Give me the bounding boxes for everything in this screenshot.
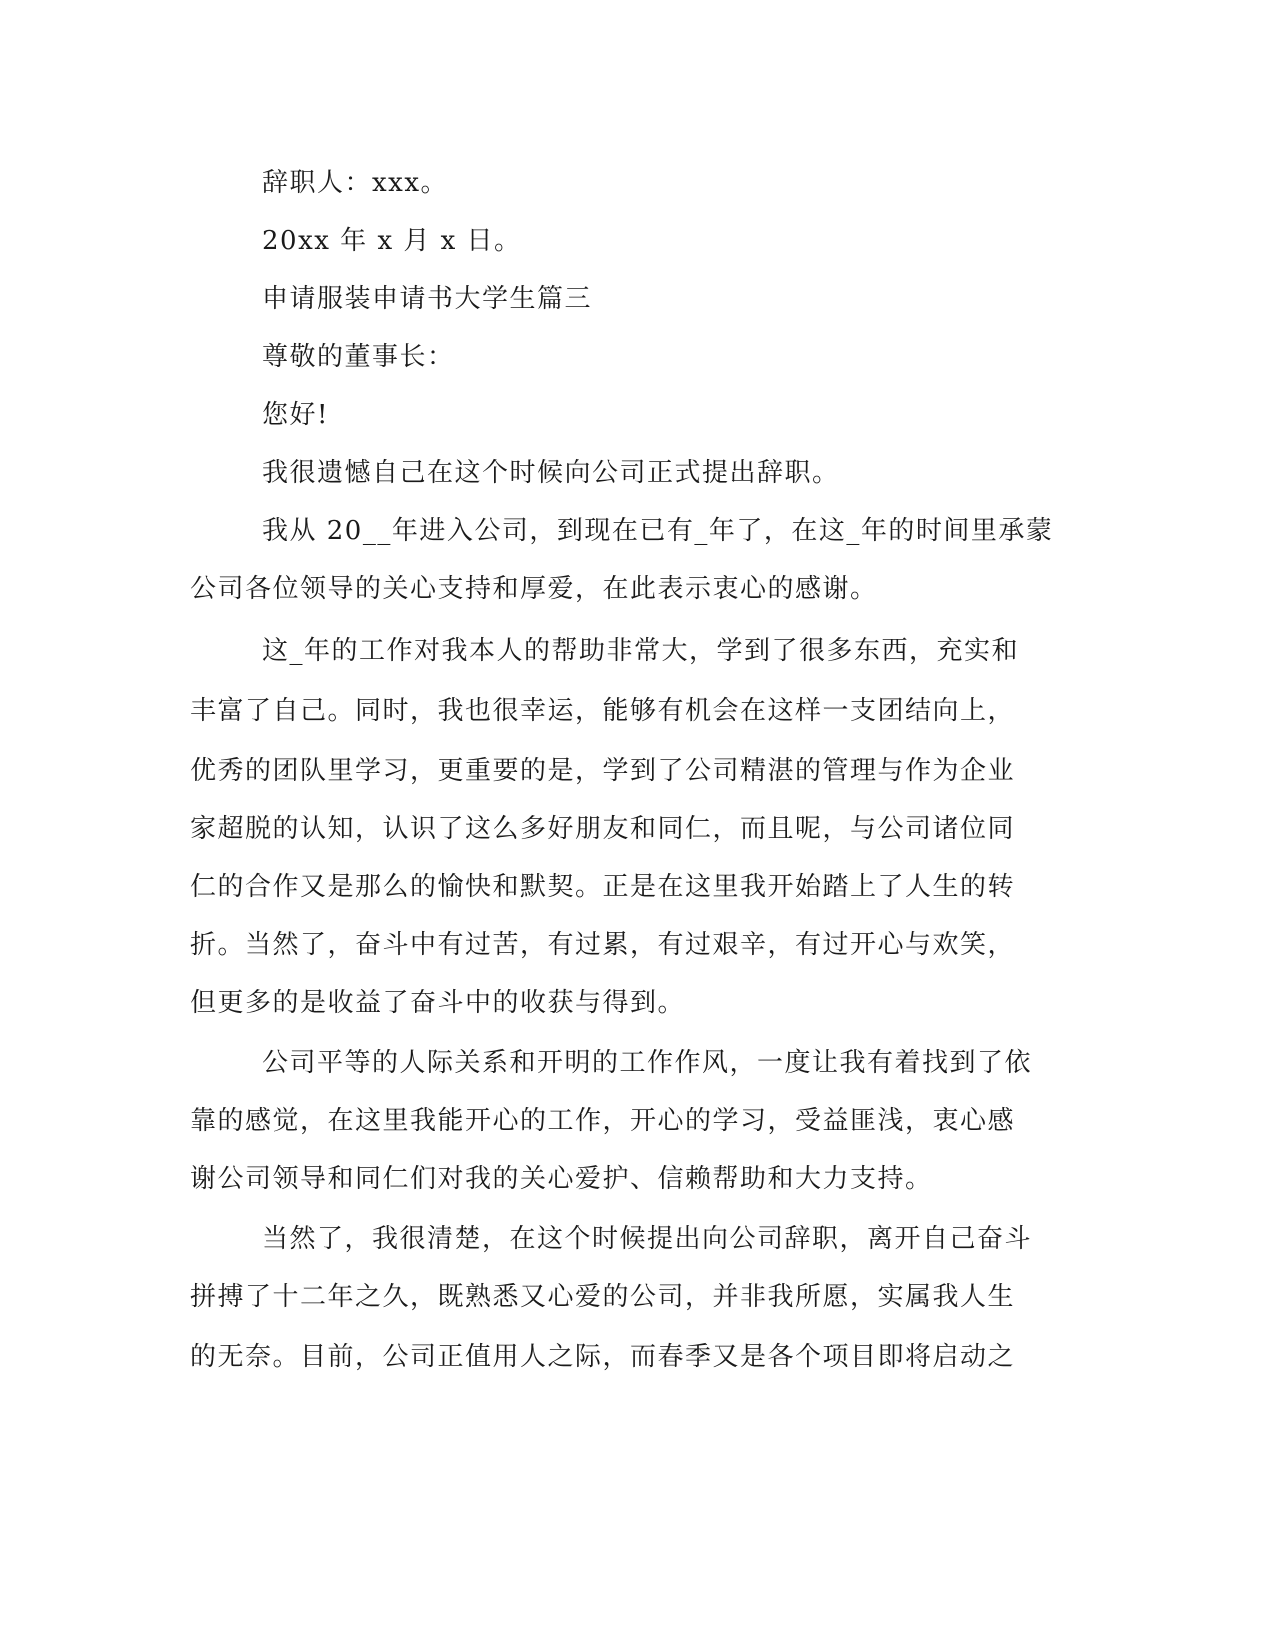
paragraph-line: 仁的合作又是那么的愉快和默契。正是在这里我开始踏上了人生的转 bbox=[190, 872, 1016, 902]
paragraph-line: 折。当然了，奋斗中有过苦，有过累，有过艰辛，有过开心与欢笑， bbox=[190, 930, 1016, 960]
paragraph-line: 公司各位领导的关心支持和厚爱，在此表示衷心的感谢。 bbox=[190, 574, 878, 604]
paragraph-line: 拼搏了十二年之久，既熟悉又心爱的公司，并非我所愿，实属我人生 bbox=[190, 1282, 1016, 1312]
salutation: 尊敬的董事长： bbox=[262, 342, 455, 372]
greeting: 您好! bbox=[262, 400, 329, 430]
paragraph-line: 当然了，我很清楚，在这个时候提出向公司辞职，离开自己奋斗 bbox=[262, 1224, 1033, 1254]
section-heading: 申请服装申请书大学生篇三 bbox=[262, 284, 593, 314]
paragraph-line: 家超脱的认知，认识了这么多好朋友和同仁，而且呢，与公司诸位同 bbox=[190, 814, 1016, 844]
paragraph-line: 我很遗憾自己在这个时候向公司正式提出辞职。 bbox=[262, 458, 840, 488]
paragraph-line: 优秀的团队里学习，更重要的是，学到了公司精湛的管理与作为企业 bbox=[190, 756, 1016, 786]
paragraph-line: 谢公司领导和同仁们对我的关心爱护、信赖帮助和大力支持。 bbox=[190, 1164, 933, 1194]
paragraph-line: 但更多的是收益了奋斗中的收获与得到。 bbox=[190, 988, 686, 1018]
paragraph-line: 丰富了自己。同时，我也很幸运，能够有机会在这样一支团结向上， bbox=[190, 696, 1016, 726]
paragraph-line: 的无奈。目前，公司正值用人之际，而春季又是各个项目即将启动之 bbox=[190, 1342, 1016, 1372]
paragraph-line: 这_年的工作对我本人的帮助非常大，学到了很多东西，充实和 bbox=[262, 636, 1020, 666]
paragraph-line: 靠的感觉，在这里我能开心的工作，开心的学习，受益匪浅，衷心感 bbox=[190, 1106, 1016, 1136]
signature-line: 辞职人：xxx。 bbox=[262, 168, 448, 198]
paragraph-line: 公司平等的人际关系和开明的工作作风，一度让我有着找到了依 bbox=[262, 1048, 1033, 1078]
paragraph-line: 我从 20__年进入公司，到现在已有_年了，在这_年的时间里承蒙 bbox=[262, 516, 1054, 546]
date-line: 20xx 年 x 月 x 日。 bbox=[262, 226, 522, 256]
